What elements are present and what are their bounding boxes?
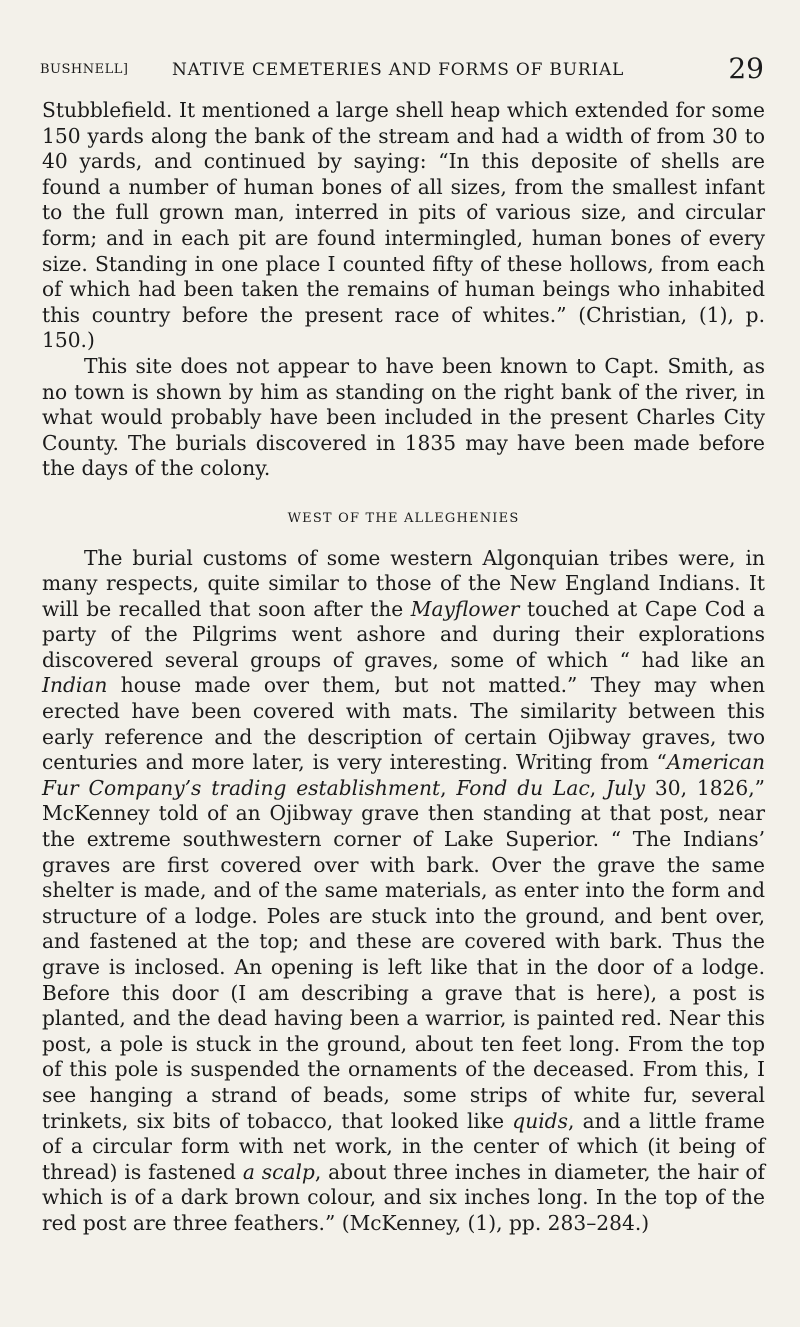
page-number: 29 (728, 52, 764, 85)
italic-run: American Fur Company’s trading establishment (42, 750, 765, 800)
text-run: , (589, 775, 607, 800)
italic-run: a scalp (242, 1159, 315, 1184)
paragraph-1: Stubblefield. It mentioned a large shell heap which extended for some 150 yards along the bank of the stream and had a width of from 30 to 40 yards, and continued by saying: “In this deposite of shells are found a number of human bones of all sizes, from the smallest infant to the full grown man, interred in pits of various size, and circular form; and in each pit are found intermingled, human bones of every size. Standing in one place I counted fifty of these hollows, from each of which had been taken the remains of human beings who inhabited this country before the present race of whites.” (Christian, (1), p. 150.) (42, 98, 765, 353)
body-text (42, 98, 765, 1237)
italic-run: Mayflower (410, 596, 520, 621)
text-run: 30, 1826,” McKenney told of an Ojibway grave then standing at that post, near the extreme southwestern corner of Lake Superior. “ The Indians’ graves are first covered over with bark. Over the grave the same shelter is made, and of the same materials, as enter into the form and structure of a lodge. Poles are stuck into the ground, and bent over, and fastened at the top; and these are covered with bark. Thus the grave is inclosed. An opening is left like that in the door of a lodge. Before this door (I am describing a grave that is here), a post is planted, and the dead having been a warrior, is painted red. Near this post, a pole is stuck in the ground, about ten feet long. From the top of this pole is suspended the ornaments of the deceased. From this, I see hanging a strand of beads, some strips of white fur, several trinkets, six bits of tobacco, that looked like (42, 775, 765, 1133)
text-run: , and a little frame of a circular form with net work, in the center of which (it being of thread) is fastened (42, 1108, 765, 1184)
paragraph-3 (42, 546, 765, 1237)
header-title: NATIVE CEMETERIES AND FORMS OF BURIAL (172, 60, 625, 80)
running-header (40, 52, 764, 88)
text-run: house made over them, but not matted.” They may when erected have been covered with mats. The similarity between this early reference and the description of certain Ojibway graves, two centuries and more later, is very interesting. Writing from “ (42, 673, 765, 775)
italic-run: Indian (42, 673, 108, 698)
text-run: touched at Cape Cod a party of the Pilgrims went ashore and during their explorations discovered several groups of graves, some of which “ had like an (42, 596, 765, 672)
text-run: , about three inches in diameter, the hair of which is of a dark brown colour, and six inches long. In the top of the red post are three feathers.” (McKenney, (1), pp. 283–284.) (42, 1159, 765, 1235)
italic-run: quids (512, 1108, 568, 1133)
text-run: The burial customs of some western Algonquian tribes were, in many respects, quite similar to those of the New England Indians. It will be recalled that soon after the (42, 545, 765, 621)
text-run: , (440, 775, 457, 800)
header-author: BUSHNELL] (40, 62, 129, 77)
italic-run: Fond du Lac (456, 775, 590, 800)
paragraph-2: This site does not appear to have been known to Capt. Smith, as no town is shown by him as standing on the right bank of the river, in what would probably have been included in the present Charles City County. The burials discovered in 1835 may have been made before the days of the colony. (42, 353, 765, 481)
italic-run: July (606, 775, 646, 800)
section-heading: WEST OF THE ALLEGHENIES (287, 510, 520, 526)
